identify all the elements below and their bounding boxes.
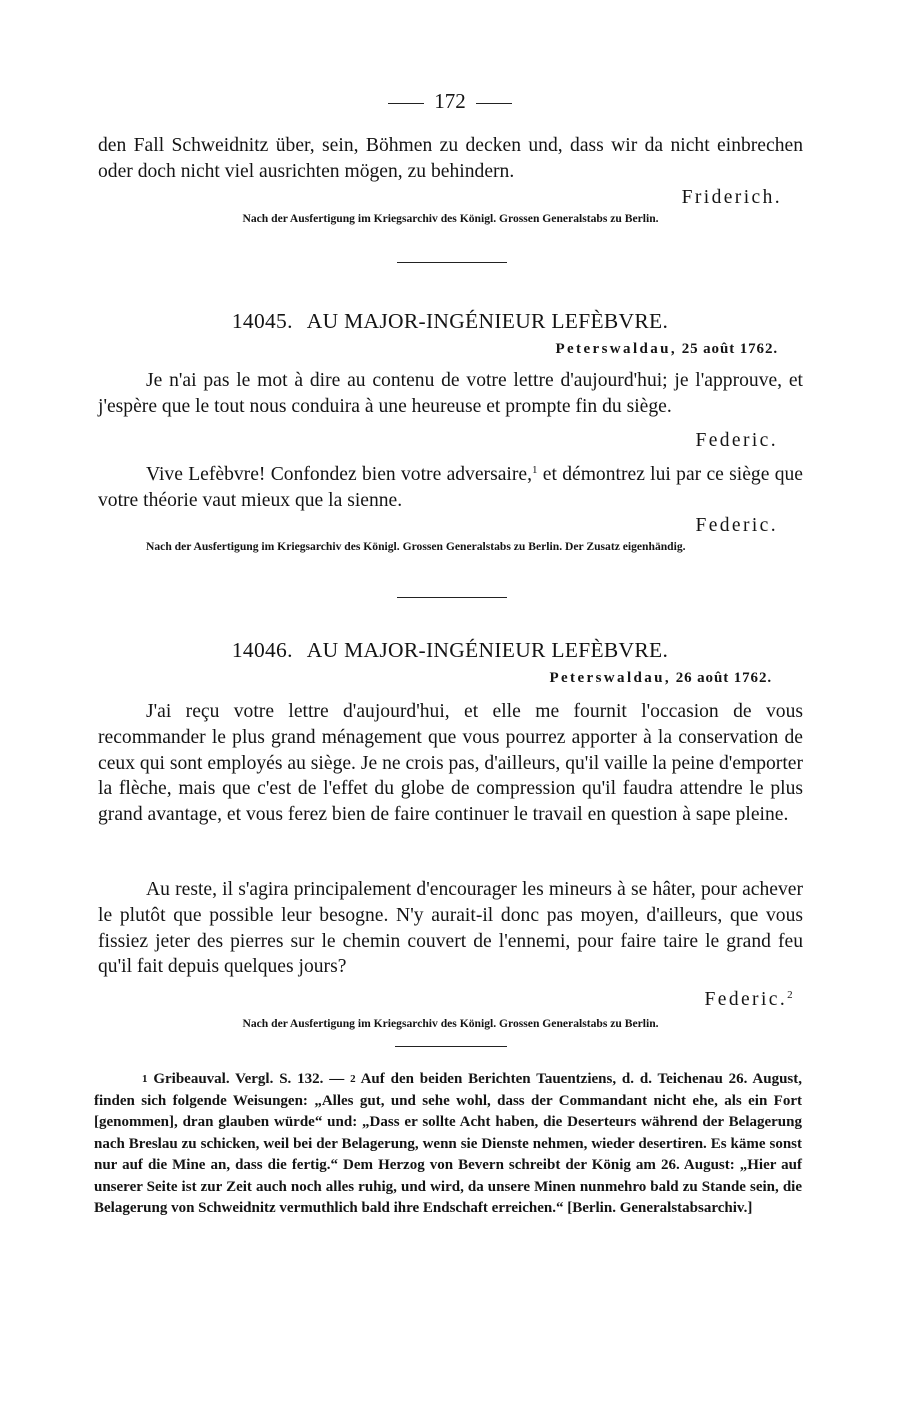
page-number-dash-left	[388, 103, 424, 104]
source-note: Nach der Ausfertigung im Kriegsarchiv des Königl. Grossen Generalstabs zu Berlin.	[242, 212, 659, 225]
footnote-2-text: Auf den beiden Berichten Tauentziens, d. d. Teichenau 26. August, finden sich folgende Weisungen: „Alles gut, und sehe wohl, dass der Commandant nicht ehe, als ein Fort [genommen], dran glauben würde“ und: „Dass er sollte Acht haben, die Deserteurs während der Belagerung nach Breslau zu schicken, weil bei der Belagerung, wenn sie Dienste nehmen, wieder desertiren. Es käme sonst nur auf die Mine an, dass die fertig.“ Dem Herzog von Bevern schreibt der König am 26. August: „Hier auf unserer Seite ist zur Zeit auch noch alles ruhig, und wird, da unsere Minen nunmehro bald zu Stande sein, die Belagerung von Schweidnitz vermuthlich bald ihre Endschaft erreichen.“ [Berlin. Generalstabsarchiv.]	[94, 1071, 803, 1216]
signature-friderich: Friderich.	[681, 187, 782, 208]
page-number-dash-right	[476, 103, 512, 104]
letter-heading	[0, 308, 900, 334]
page-number: 172	[434, 89, 466, 113]
dateline	[555, 341, 778, 358]
letter-paragraph: J'ai reçu votre lettre d'aujourd'hui, et elle me fournit l'occasion de vous recommander le plus grand ménagement que vous pourrez apporter à la conservation de ceux qui sont employés au siège. Je ne crois pas, d'ailleurs, qu'il vaille la peine d'emporter la flèche, mais que c'est de l'effet du globe de compression qu'il faudra attendre le plus grand avantage, et vous ferez bien de faire continuer le travail en question à sape pleine.	[98, 701, 803, 826]
signature-federic: Federic.	[695, 430, 778, 451]
letter-continuation-text: den Fall Schweidnitz über, sein, Böhmen zu decken und, dass wir da nicht einbrechen oder doch nicht viel ausrichten mögen, zu behindern.	[98, 135, 803, 182]
section-divider	[397, 262, 507, 263]
postscript-text-b: et démontrez lui par ce siège que votre théorie vaut mieux que la sienne.	[98, 464, 803, 511]
letter-paragraph: Au reste, il s'agira principalement d'encourager les mineurs à se hâter, pour achever le plutôt que possible leur besogne. N'y aurait-il donc pas moyen, d'ailleurs, que vous fissiez jeter des pierres sur le chemin couvert de l'ennemi, pour faire taire le grand feu qu'il fait depuis quelques jours?	[98, 879, 803, 978]
section-divider	[397, 597, 507, 598]
dateline-place: Peterswaldau,	[555, 341, 678, 357]
footnote-mark: 2	[787, 989, 795, 1001]
letter-paragraph: Je n'ai pas le mot à dire au contenu de votre lettre d'aujourd'hui; je l'approuve, et j'espère que le tout nous conduira à une heureuse et prompte fin du siège.	[98, 370, 803, 417]
footnote-mark: 1	[531, 464, 538, 476]
letter-number: 14045.	[231, 309, 293, 333]
signature-federic-2: Federic.	[695, 515, 778, 536]
source-note: Nach der Ausfertigung im Kriegsarchiv des Königl. Grossen Generalstabs zu Berlin. Der Zusatz eigenhändig.	[146, 540, 686, 553]
source-note: Nach der Ausfertigung im Kriegsarchiv des Königl. Grossen Generalstabs zu Berlin.	[242, 1017, 659, 1030]
letter-number: 14046.	[231, 638, 293, 662]
footnote-2-mark: 2	[350, 1073, 356, 1085]
dateline	[549, 670, 772, 687]
signature-text: Federic.	[704, 989, 788, 1010]
letter-title: AU MAJOR-INGÉNIEUR LEFÈBVRE.	[306, 309, 669, 333]
dateline-place: Peterswaldau,	[549, 670, 672, 686]
page-number-line	[0, 88, 900, 114]
signature-federic	[705, 988, 795, 1012]
footnote-1-mark: 1	[142, 1073, 148, 1085]
footnotes	[94, 1069, 802, 1220]
dateline-date: 25 août 1762.	[681, 341, 778, 357]
letter-title: AU MAJOR-INGÉNIEUR LEFÈBVRE.	[306, 638, 669, 662]
dateline-date: 26 août 1762.	[675, 670, 772, 686]
letter-postscript	[98, 462, 803, 514]
letter-heading	[0, 637, 900, 663]
postscript-text-a: Vive Lefèbvre! Confondez bien votre adversaire,	[146, 464, 532, 485]
footnote-1-text: Gribeauval. Vergl. S. 132. —	[147, 1071, 351, 1087]
footnote-divider	[395, 1046, 507, 1047]
